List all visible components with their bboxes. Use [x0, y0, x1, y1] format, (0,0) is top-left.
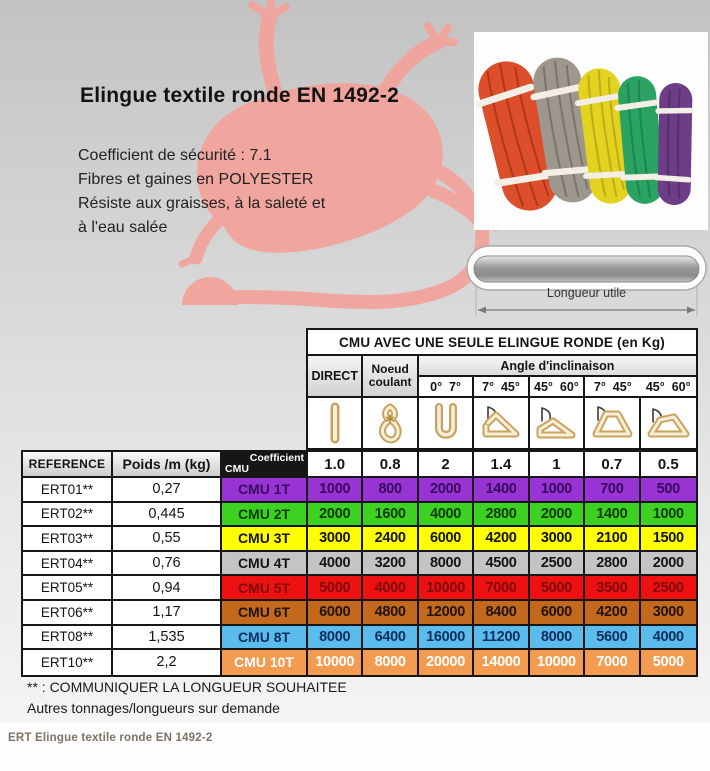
- angle-range-label: 7° 45°: [474, 377, 529, 398]
- reference-cell: ERT04**: [23, 552, 113, 575]
- cmu-label-cell: CMU 3T: [222, 527, 308, 550]
- sling-choke-angle-7-45-icon: [585, 398, 640, 448]
- table-row: [23, 552, 696, 577]
- cmu-value-cell: 11200: [474, 626, 529, 649]
- cmu-label-cell: CMU 5T: [222, 576, 308, 599]
- cmu-value-cell: 3000: [641, 601, 696, 624]
- cmu-value-cell: 2800: [585, 552, 640, 575]
- product-description: [78, 144, 325, 240]
- cmu-value-cell: 700: [585, 478, 640, 501]
- purple-sling: [653, 83, 694, 206]
- coefficient-value: 1.4: [474, 452, 529, 476]
- sling-basket-angle-7-45-icon: [474, 398, 529, 448]
- table-header-row: [23, 452, 696, 478]
- poids-cell: 1,535: [113, 626, 222, 649]
- bottom-strip: [0, 722, 710, 771]
- reference-cell: ERT01**: [23, 478, 113, 501]
- cmu-configurations-table: [306, 328, 698, 450]
- cmu-value-cell: 500: [641, 478, 696, 501]
- cmu-value-cell: 8000: [530, 626, 585, 649]
- cmu-value-cell: 20000: [419, 650, 474, 675]
- cmu-value-cell: 1500: [641, 527, 696, 550]
- cmu-value-cell: 5000: [641, 650, 696, 675]
- page-title: Elingue textile ronde EN 1492-2: [80, 84, 399, 107]
- coefficient-value: 2: [419, 452, 474, 476]
- description-line: Fibres et gaines en POLYESTER: [78, 171, 314, 188]
- coefficient-value: 0.5: [657, 455, 679, 473]
- reference-cell: ERT06**: [23, 601, 113, 624]
- cmu-label-cell: CMU 6T: [222, 601, 308, 624]
- angle-range-label: 45° 60°: [641, 377, 696, 398]
- cmu-value-cell: 2400: [363, 527, 418, 550]
- table-row: [23, 527, 696, 552]
- table-row: [23, 650, 696, 675]
- cmu-value-cell: 10000: [530, 650, 585, 675]
- cmu-value-cell: 4000: [308, 552, 363, 575]
- cmu-label-cell: CMU 2T: [222, 503, 308, 526]
- coefficient-value: 1.0: [308, 452, 363, 476]
- poids-cell: 0,76: [113, 552, 222, 575]
- cmu-value-cell: 4000: [641, 626, 696, 649]
- col-header-direct: DIRECT: [308, 356, 363, 398]
- cmu-value-cell: 5000: [308, 576, 363, 599]
- footnote-line-1: ** : COMMUNIQUER LA LONGUEUR SOUHAITEE: [27, 679, 347, 695]
- poids-cell: 0,445: [113, 503, 222, 526]
- cmu-value-cell: 8000: [419, 552, 474, 575]
- description-line: Résiste aux graisses, à la saleté et: [78, 195, 326, 212]
- cmu-value-cell: 1400: [474, 478, 529, 501]
- cmu-label: CMU: [225, 463, 249, 475]
- cmu-value-cell: 1000: [641, 503, 696, 526]
- table-title: CMU AVEC UNE SEULE ELINGUE RONDE (en Kg): [308, 330, 696, 356]
- cmu-value-cell: 5000: [530, 576, 585, 599]
- cmu-value-cell: 1600: [363, 503, 418, 526]
- footnote-line-2: Autres tonnages/longueurs sur demande: [27, 700, 280, 716]
- col-header-angle-inclinaison: Angle d'inclinaison: [419, 356, 696, 377]
- product-photo: [474, 32, 708, 230]
- cmu-value-cell: 2100: [585, 527, 640, 550]
- angle-range-label: 0° 7°: [419, 377, 474, 398]
- coefficient-value: 0.7: [585, 452, 640, 476]
- cmu-value-cell: 2000: [419, 478, 474, 501]
- cmu-value-cell: 4200: [585, 601, 640, 624]
- poids-cell: 0,94: [113, 576, 222, 599]
- cmu-value-cell: 3500: [585, 576, 640, 599]
- cmu-value-cell: 7000: [474, 576, 529, 599]
- poids-header: Poids /m (kg): [113, 452, 222, 476]
- cmu-value-cell: 6000: [308, 601, 363, 624]
- cmu-label-cell: CMU 4T: [222, 552, 308, 575]
- cmu-value-cell: 8000: [363, 650, 418, 675]
- table-row: [23, 601, 696, 626]
- poids-cell: 0,27: [113, 478, 222, 501]
- cmu-value-cell: 1000: [308, 478, 363, 501]
- longueur-utile-label: Longueur utile: [546, 286, 627, 300]
- cmu-value-cell: 10000: [419, 576, 474, 599]
- reference-header: REFERENCE: [23, 452, 113, 476]
- cmu-value-cell: 16000: [419, 626, 474, 649]
- reference-cell: ERT08**: [23, 626, 113, 649]
- col-header-noeud-coulant: Noeud coulant: [363, 356, 418, 398]
- cmu-value-cell: 3000: [530, 527, 585, 550]
- cmu-value-cell: 14000: [474, 650, 529, 675]
- table-row: [23, 576, 696, 601]
- cmu-value-cell: 1400: [585, 503, 640, 526]
- cmu-value-cell: 2500: [530, 552, 585, 575]
- coefficient-cmu-header: [222, 452, 308, 476]
- poids-cell: 0,55: [113, 527, 222, 550]
- reference-cell: ERT05**: [23, 576, 113, 599]
- sling-basket-angle-45-60-icon: [530, 398, 585, 448]
- cmu-value-cell: 2000: [308, 503, 363, 526]
- poids-cell: 2,2: [113, 650, 222, 675]
- cmu-value-cell: 6000: [530, 601, 585, 624]
- cmu-value-cell: 2000: [641, 552, 696, 575]
- cmu-value-cell: 4000: [419, 503, 474, 526]
- reference-cell: ERT10**: [23, 650, 113, 675]
- sling-vertical-icon: [308, 398, 363, 448]
- cmu-value-cell: 2800: [474, 503, 529, 526]
- table-row: [23, 478, 696, 503]
- sling-diagram-drawing: [464, 240, 709, 322]
- cmu-label-cell: CMU 10T: [222, 650, 308, 675]
- page-footer-caption: ERT Elingue textile ronde EN 1492-2: [8, 732, 213, 744]
- coefficient-value: 0.8: [363, 452, 418, 476]
- coefficient-label: Coefficient: [249, 452, 304, 464]
- table-body: [23, 478, 696, 675]
- cmu-value-cell: 8000: [308, 626, 363, 649]
- cmu-value-cell: 10000: [308, 650, 363, 675]
- cmu-value-cell: 4000: [363, 576, 418, 599]
- angle-range-label: 7° 45°: [585, 377, 640, 398]
- reference-cell: ERT02**: [23, 503, 113, 526]
- cmu-value-cell: 6000: [419, 527, 474, 550]
- sling-length-diagram: [464, 240, 709, 322]
- cmu-value-cell: 4500: [474, 552, 529, 575]
- cmu-value-cell: 12000: [419, 601, 474, 624]
- cmu-value-cell: 6400: [363, 626, 418, 649]
- cmu-value-cell: 5600: [585, 626, 640, 649]
- cmu-value-cell: 7000: [585, 650, 640, 675]
- sling-basket-icon: [419, 398, 474, 448]
- table-row: [23, 503, 696, 528]
- cmu-value-cell: 4800: [363, 601, 418, 624]
- cmu-value-cell: 4200: [474, 527, 529, 550]
- reference-cell: ERT03**: [23, 527, 113, 550]
- cmu-label-cell: CMU 1T: [222, 478, 308, 501]
- table-row: [23, 626, 696, 651]
- cmu-value-cell: 8400: [474, 601, 529, 624]
- cmu-value-cell: 3000: [308, 527, 363, 550]
- cmu-value-cell: 3200: [363, 552, 418, 575]
- coefficient-value: 1: [530, 452, 585, 476]
- cmu-data-table: [21, 450, 698, 677]
- poids-cell: 1,17: [113, 601, 222, 624]
- cmu-value-cell: 2500: [641, 576, 696, 599]
- description-line: Coefficient de sécurité : 7.1: [78, 147, 272, 164]
- cmu-value-cell: 1000: [530, 478, 585, 501]
- angle-range-label: 45° 60°: [530, 377, 585, 398]
- sling-choke-icon: [363, 398, 418, 448]
- cmu-value-cell: 800: [363, 478, 418, 501]
- cmu-label-cell: CMU 8T: [222, 626, 308, 649]
- sling-choke-angle-45-60-icon: [641, 398, 696, 448]
- cmu-value-cell: 2000: [530, 503, 585, 526]
- slings-photo-illustration: [474, 32, 708, 230]
- description-line: à l'eau salée: [78, 219, 168, 236]
